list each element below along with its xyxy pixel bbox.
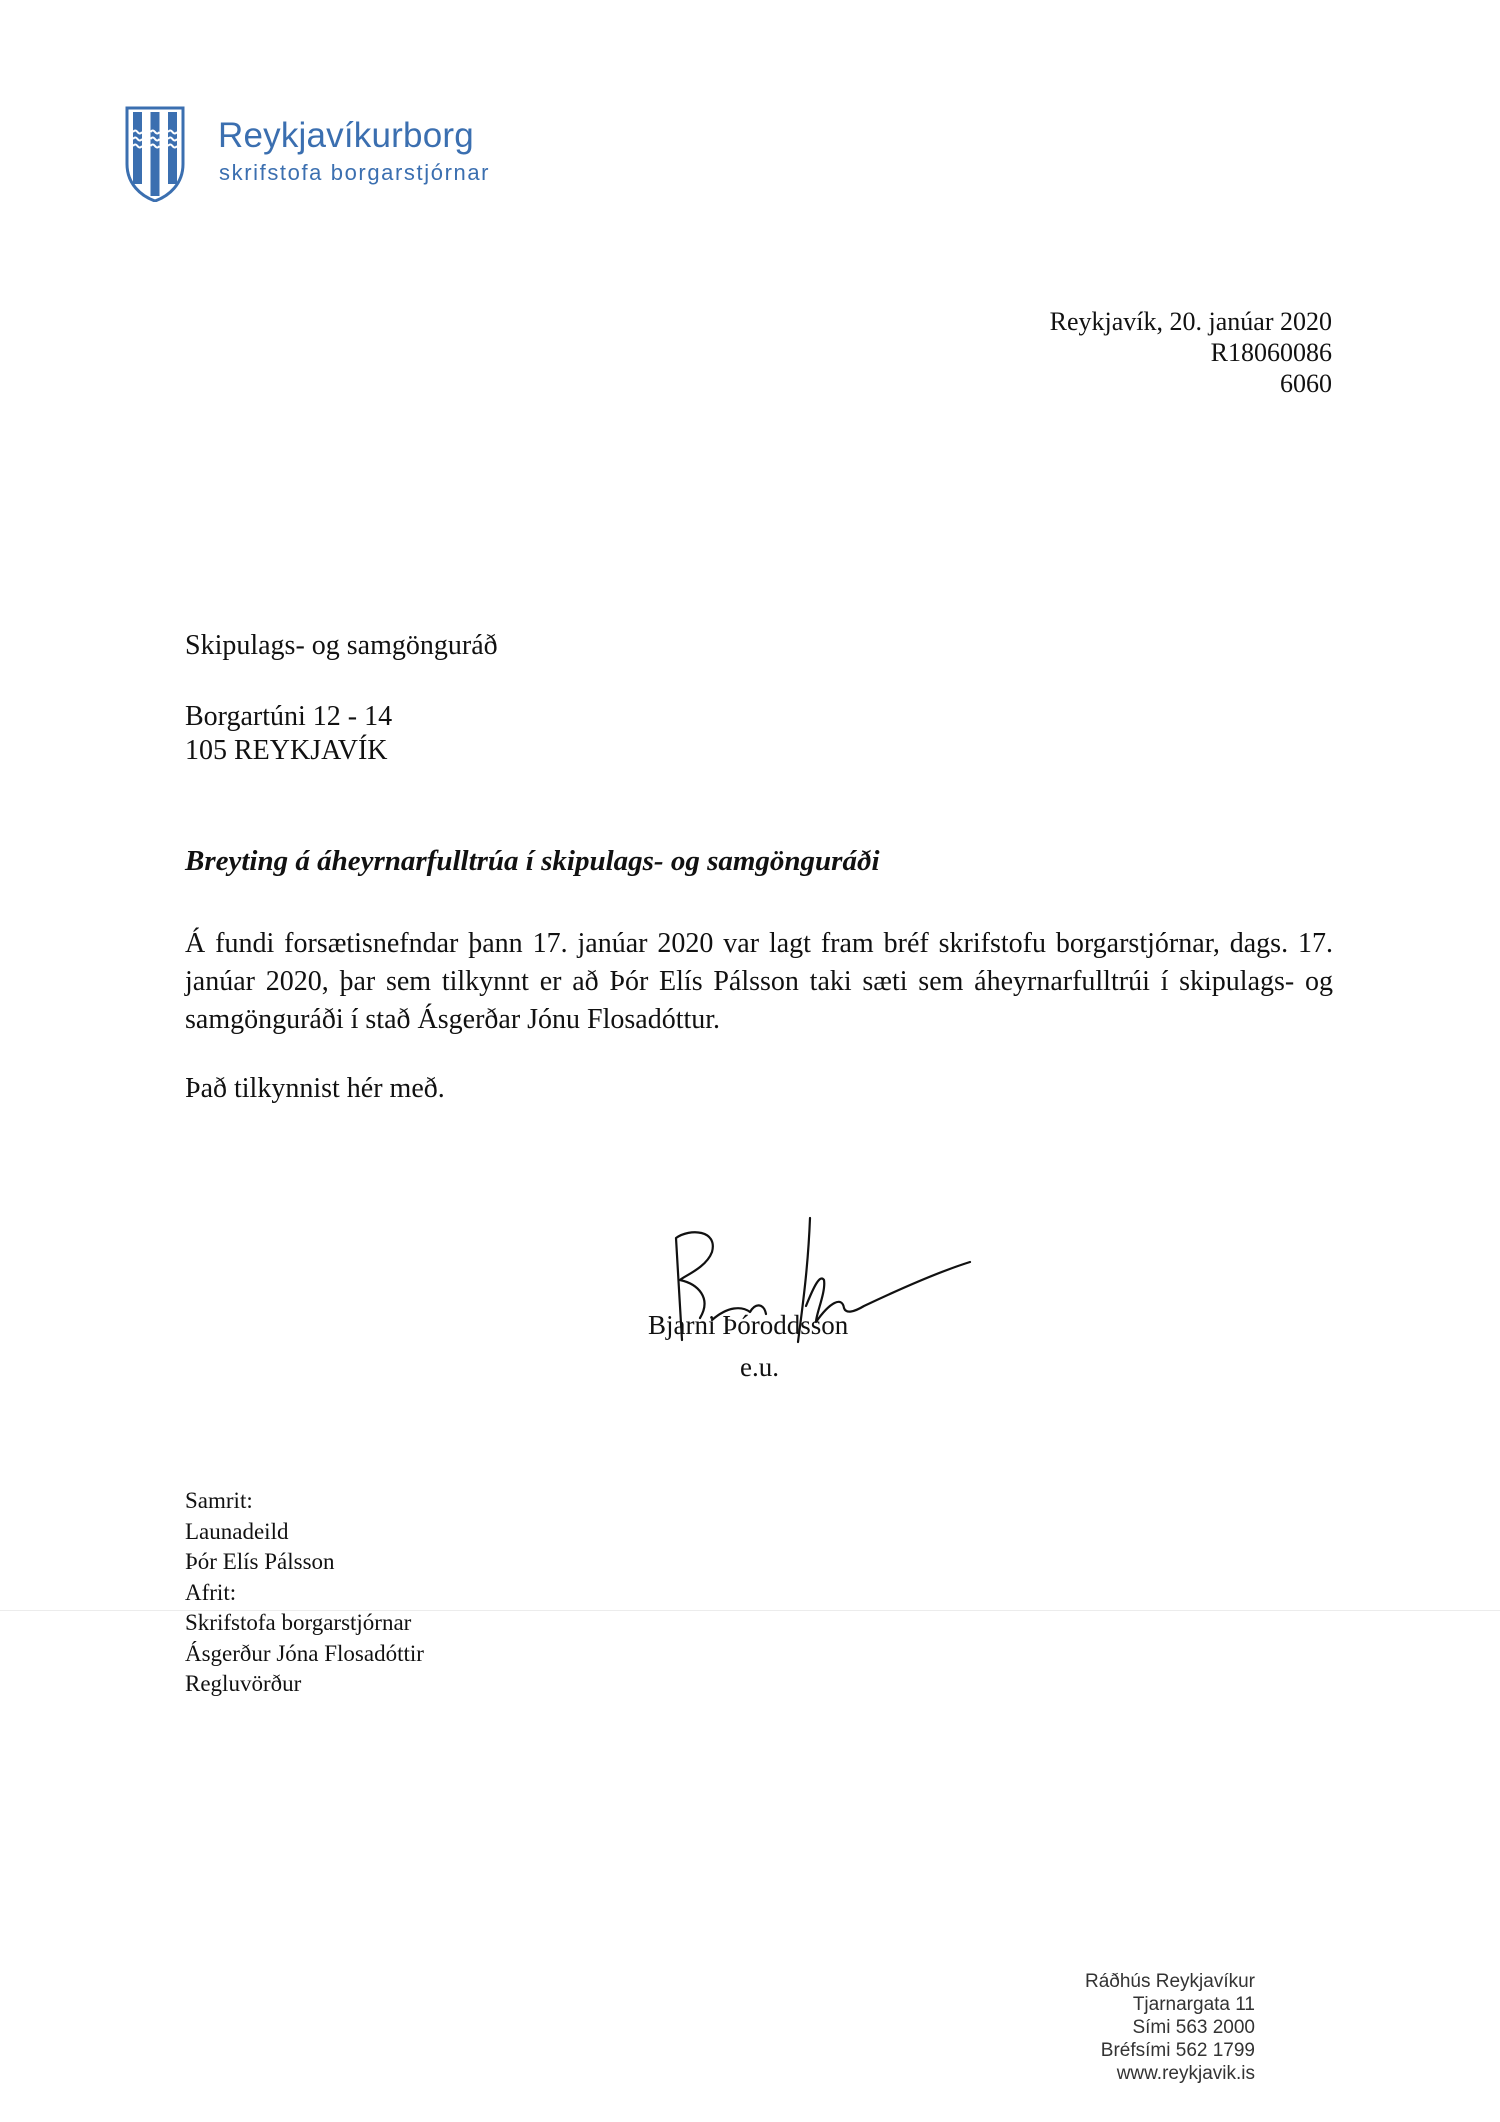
org-subtitle: skrifstofa borgarstjórnar xyxy=(219,160,491,185)
recipient-address xyxy=(185,700,392,768)
copy-recipient: Launadeild xyxy=(185,1518,289,1544)
address-street: Borgartúni 12 - 14 xyxy=(185,701,393,732)
body-paragraph: Á fundi forsætisnefndar þann 17. janúar 2020 var lagt fram bréf skrifstofu borgarstjórnar, dags. 17. janúar 2020, þar sem tilkynnt er að Þór Elís Pálsson taki sæti sem áheyrnarfulltrúi í skipulags- og samgönguráði í stað Ásgerðar Jónu Flosadóttur. xyxy=(185,928,1333,1035)
samrit-label: Samrit: xyxy=(185,1488,253,1513)
copy-recipient: Regluvörður xyxy=(185,1671,302,1696)
signatory-by-order: e.u. xyxy=(740,1352,779,1382)
footer-contact xyxy=(1085,1970,1255,2085)
closing-line: Það tilkynnist hér með. xyxy=(185,1073,445,1104)
place-date: Reykjavík, 20. janúar 2020 xyxy=(1049,307,1332,336)
afrit-label: Afrit: xyxy=(185,1579,237,1605)
case-number: R18060086 xyxy=(1210,338,1332,367)
file-code: 6060 xyxy=(1280,369,1332,398)
footer-phone: Sími 563 2000 xyxy=(1132,2017,1255,2038)
recipient-name: Skipulags- og samgönguráð xyxy=(185,630,498,661)
footer-fax: Bréfsími 562 1799 xyxy=(1100,2040,1255,2061)
footer-street: Tjarnargata 11 xyxy=(1132,1994,1255,2015)
org-name: Reykjavíkurborg xyxy=(218,116,474,155)
letter-subject: Breyting á áheyrnarfulltrúa í skipulags- og samgönguráði xyxy=(185,845,880,877)
reykjavik-coat-of-arms-icon xyxy=(125,106,185,202)
address-city: 105 REYKJAVÍK xyxy=(185,735,388,766)
copy-recipient: Þór Elís Pálsson xyxy=(185,1549,335,1574)
footer-building: Ráðhús Reykjavíkur xyxy=(1084,1971,1255,1992)
reference-block xyxy=(1050,306,1332,399)
copy-recipient: Ásgerður Jóna Flosadóttir xyxy=(185,1640,424,1666)
copy-distribution xyxy=(185,1486,424,1700)
copy-recipient: Skrifstofa borgarstjórnar xyxy=(185,1610,412,1635)
footer-website[interactable]: www.reykjavik.is xyxy=(1116,2063,1255,2084)
signatory-name: Bjarni Þóroddsson xyxy=(648,1310,849,1340)
